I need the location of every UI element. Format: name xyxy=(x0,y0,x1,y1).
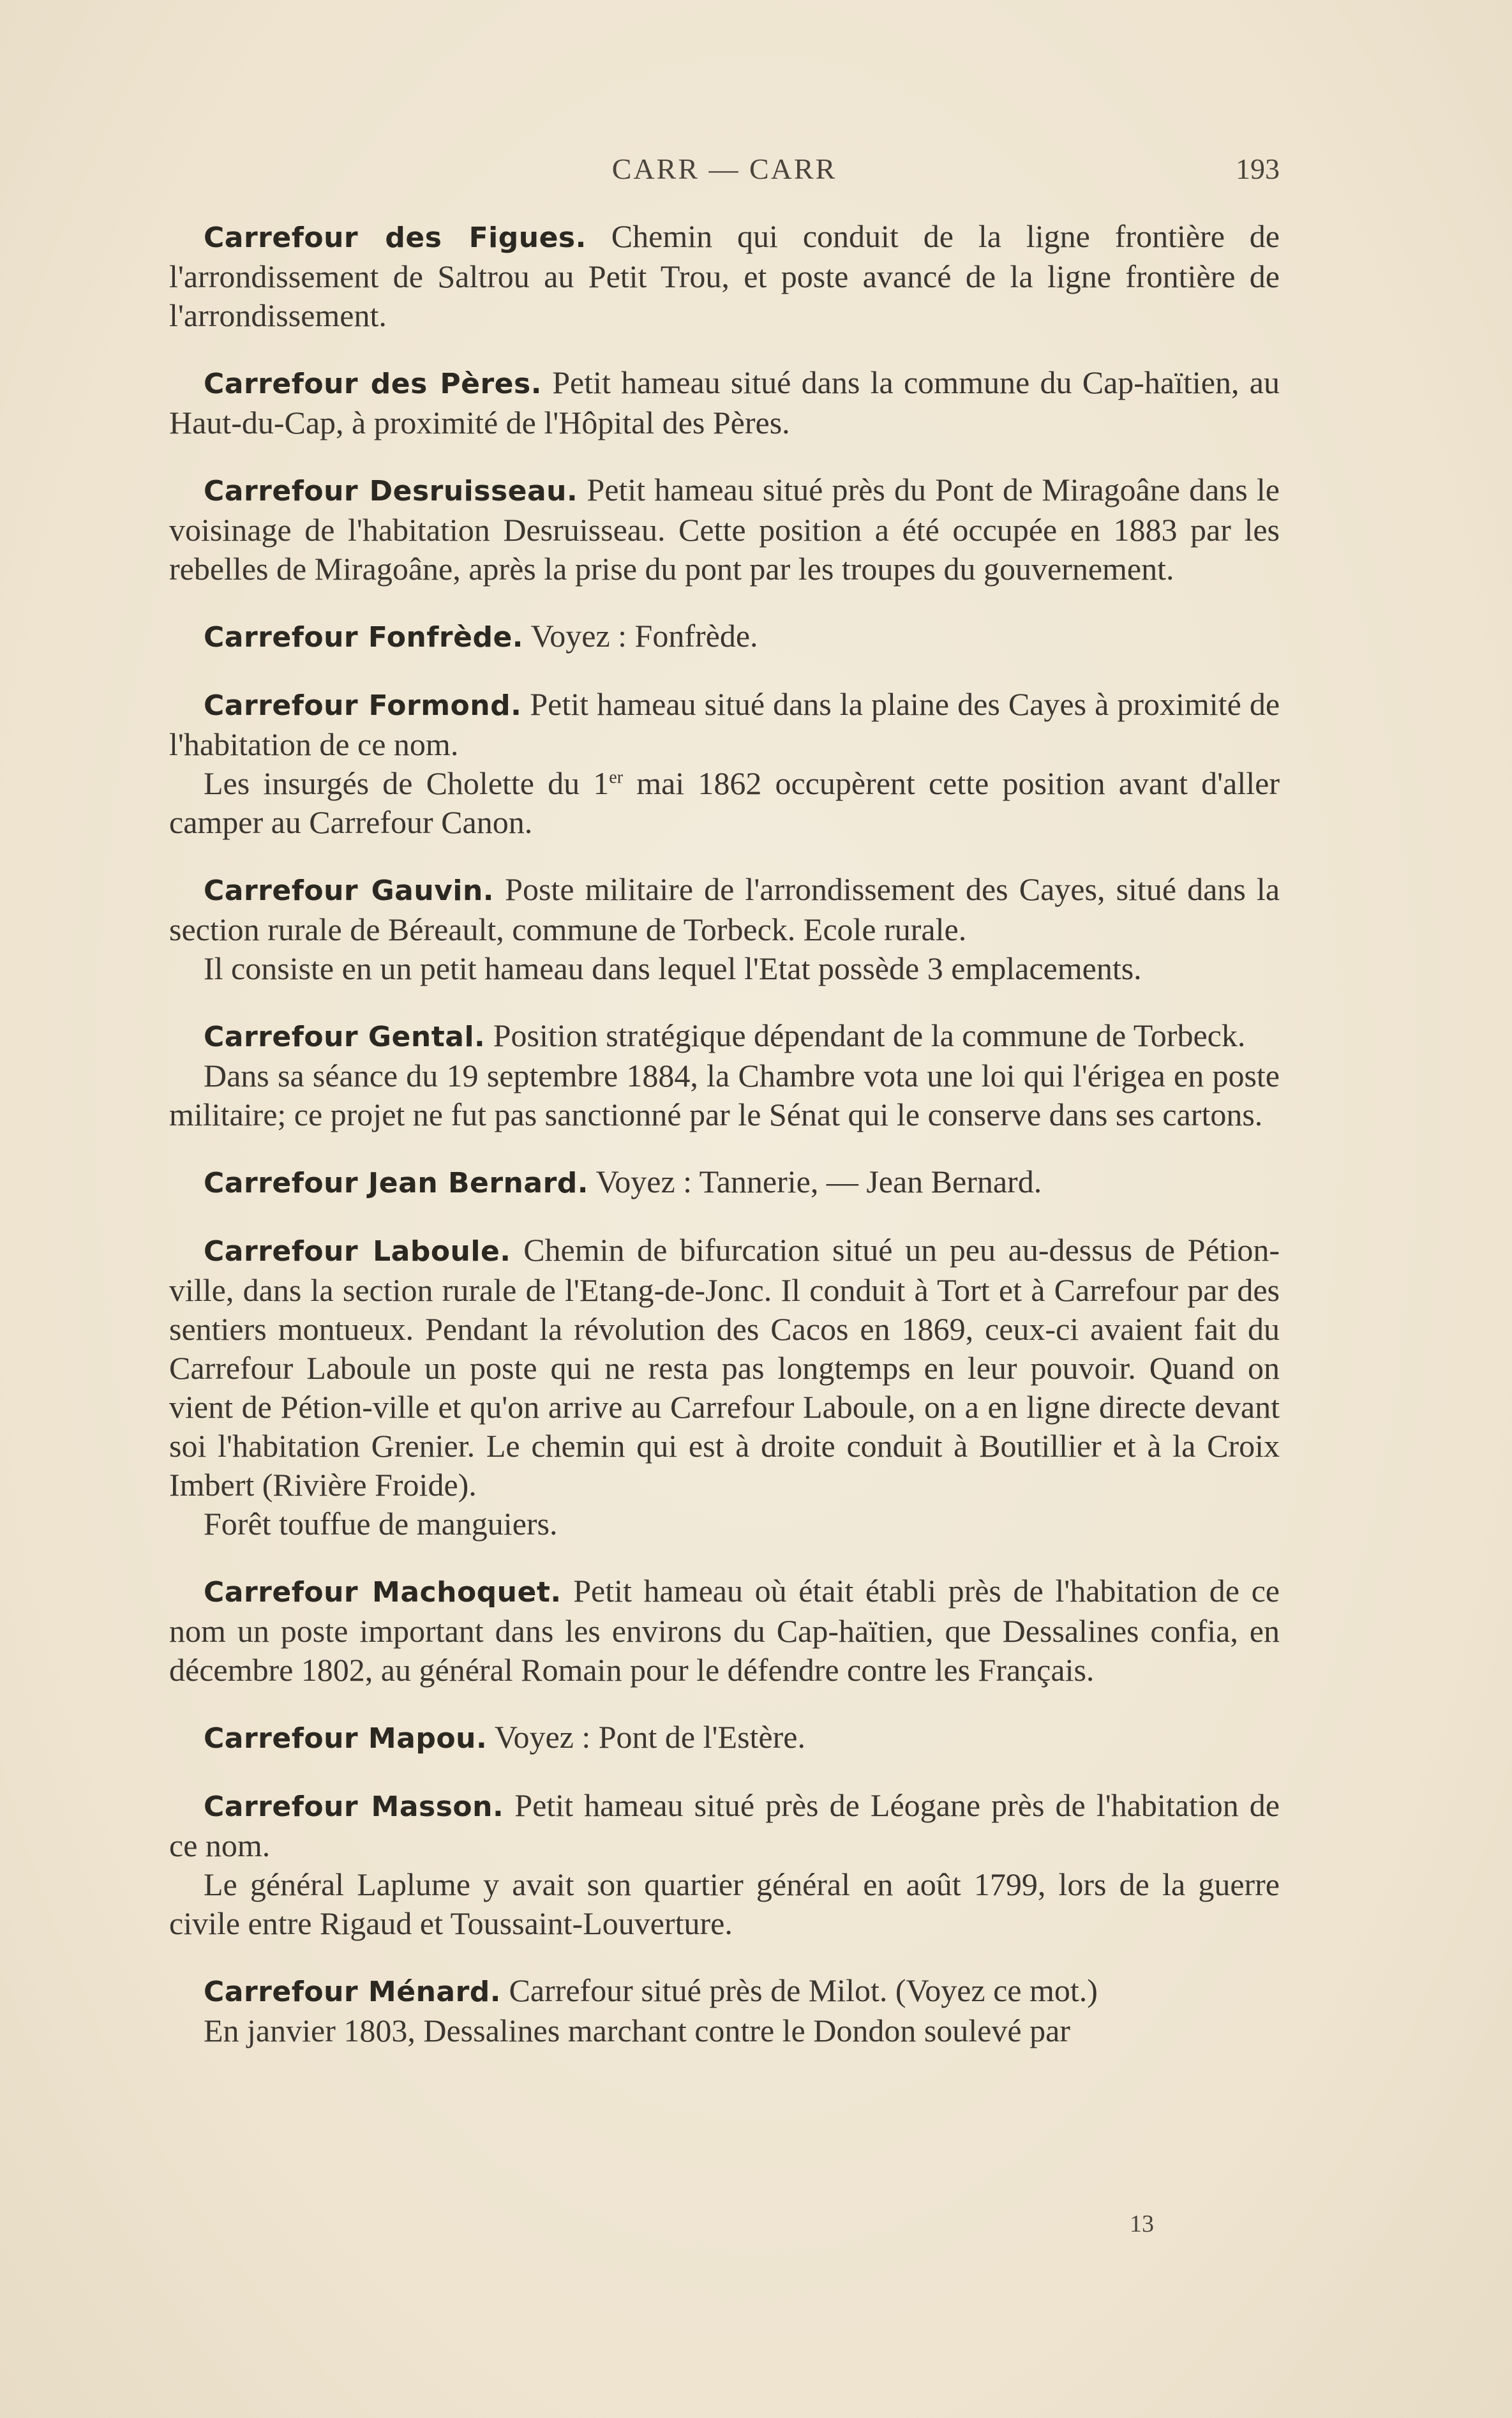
entry-term: Carrefour Laboule. xyxy=(204,1235,511,1268)
entry-paragraph xyxy=(169,1718,1280,1758)
page-header xyxy=(169,152,1280,197)
entry-carrefour-gental xyxy=(169,1016,1280,1134)
entry-text: En janvier 1803, Dessalines marchant contre le Dondon soulevé par xyxy=(204,2013,1070,2048)
page-number: 193 xyxy=(1236,153,1280,185)
entry-text: Il consiste en un petit hameau dans lequel l'Etat possède 3 emplacements. xyxy=(204,950,1142,986)
entry-carrefour-machoquet xyxy=(169,1572,1280,1690)
entry-term: Carrefour Desruisseau. xyxy=(204,475,578,507)
entry-term: Carrefour Jean Bernard. xyxy=(204,1167,588,1199)
entry-text: Carrefour situé près de Milot. (Voyez ce mot.) xyxy=(509,1972,1098,2008)
entry-term: Carrefour Masson. xyxy=(204,1791,504,1823)
entry-term: Carrefour Machoquet. xyxy=(204,1576,562,1609)
entry-paragraph xyxy=(169,949,1280,988)
entry-term: Carrefour Gental. xyxy=(204,1021,486,1053)
entry-paragraph xyxy=(169,217,1280,335)
entry-carrefour-formond xyxy=(169,685,1280,842)
entry-carrefour-fonfrede xyxy=(169,617,1280,657)
entry-paragraph xyxy=(169,1971,1280,2011)
entry-paragraph xyxy=(169,1572,1280,1690)
entry-paragraph xyxy=(169,2011,1280,2050)
entry-carrefour-masson xyxy=(169,1786,1280,1943)
entry-text: Chemin de bifurcation situé un peu au-dessus de Pétion-ville, dans la section rurale de l'Etang-de-Jonc. Il conduit à Tort et à Carrefour par des sentiers montueux. Pendant la révolution des Cacos en 1869, ceux-ci avaient fait du Carrefour Laboule un poste qui ne resta pas longtemps en leur pouvoir. Quand on vient de Pétion-ville et qu'on arrive au Carrefour Laboule, on a en ligne directe devant soi l'habitation Grenier. Le chemin qui est à droite conduit à Boutillier et à la Croix Imbert (Rivière Froide). xyxy=(169,1232,1280,1503)
entry-text: Le général Laplume y avait son quartier général en août 1799, lors de la guerre civile entre Rigaud et Toussaint-Louverture. xyxy=(169,1866,1280,1941)
entry-term: Carrefour Fonfrède. xyxy=(204,621,523,654)
entry-text: Dans sa séance du 19 septembre 1884, la Chambre vota une loi qui l'érigea en poste militaire; ce projet ne fut pas sanctionné par le Sénat qui le conserve dans ses cartons. xyxy=(169,1058,1280,1132)
entry-term: Carrefour Gauvin. xyxy=(204,875,495,907)
entry-carrefour-jean-bernard xyxy=(169,1162,1280,1203)
entry-paragraph xyxy=(169,1162,1280,1203)
running-head: CARR — CARR xyxy=(611,153,837,185)
main-text xyxy=(169,217,1280,2078)
entry-paragraph xyxy=(169,764,1280,842)
entry-paragraph xyxy=(169,1786,1280,1865)
entry-paragraph xyxy=(169,1016,1280,1056)
entry-term: Carrefour Ménard. xyxy=(204,1976,501,2008)
entry-paragraph xyxy=(169,1056,1280,1134)
entry-paragraph xyxy=(169,363,1280,442)
entry-text: Petit hameau situé dans la plaine des Cayes à proximité de l'habitation de ce nom. xyxy=(169,686,1280,762)
entry-text: Petit hameau situé près du Pont de Miragoâne dans le voisinage de l'habitation Desruisseau. Cette position a été occupée en 1883 par les rebelles de Miragoâne, après la prise du pont par les troupes du gouvernement. xyxy=(169,472,1280,587)
entry-text: Petit hameau situé dans la commune du Cap-haïtien, au Haut-du-Cap, à proximité de l'Hôpital des Pères. xyxy=(169,364,1280,440)
entry-paragraph xyxy=(169,1865,1280,1943)
entry-paragraph xyxy=(169,470,1280,589)
entry-carrefour-mapou xyxy=(169,1718,1280,1758)
entry-text: Voyez : Tannerie, — Jean Bernard. xyxy=(595,1164,1042,1199)
entry-text: Les insurgés de Cholette du xyxy=(204,765,594,801)
entry-term: Carrefour Mapou. xyxy=(204,1722,488,1755)
entry-text: Petit hameau situé près de Léogane près de l'habitation de ce nom. xyxy=(169,1787,1280,1863)
entry-text: Petit hameau où était établi près de l'habitation de ce nom un poste important dans les environs du Cap-haïtien, que Dessalines confia, en décembre 1802, au général Romain pour le défendre contre les Français. xyxy=(169,1573,1280,1688)
entry-paragraph xyxy=(169,1505,1280,1543)
entry-carrefour-des-peres xyxy=(169,363,1280,442)
entry-paragraph xyxy=(169,1231,1280,1505)
entry-text: Poste militaire de l'arrondissement des Cayes, situé dans la section rurale de Béreault, commune de Torbeck. Ecole rurale. xyxy=(169,871,1280,947)
entry-paragraph xyxy=(169,870,1280,949)
entry-carrefour-gauvin xyxy=(169,870,1280,988)
entry-text: Position stratégique dépendant de la commune de Torbeck. xyxy=(493,1018,1246,1053)
entry-text: Voyez : Pont de l'Estère. xyxy=(494,1719,805,1755)
entry-paragraph xyxy=(169,617,1280,657)
entry-carrefour-menard xyxy=(169,1971,1280,2050)
entry-paragraph xyxy=(169,685,1280,764)
entry-text: Chemin qui conduit de la ligne frontière de l'arrondissement de Saltrou au Petit Trou, et poste avancé de la ligne frontière de l'arrondissement. xyxy=(169,218,1280,333)
entry-term: Carrefour des Pères. xyxy=(204,368,542,400)
entry-text: Voyez : Fonfrède. xyxy=(530,618,758,654)
entry-term: Carrefour des Figues. xyxy=(204,222,587,254)
entry-text: Forêt touffue de manguiers. xyxy=(204,1506,558,1542)
entry-carrefour-desruisseau xyxy=(169,470,1280,589)
superscript: er xyxy=(609,767,624,788)
entry-carrefour-laboule xyxy=(169,1231,1280,1543)
entry-carrefour-des-figues xyxy=(169,217,1280,335)
entry-text: mai 1862 occupèrent cette position avant d'aller camper au Carrefour Canon. xyxy=(169,765,1280,840)
entry-term: Carrefour Formond. xyxy=(204,689,522,722)
printer-signature-mark: 13 xyxy=(1130,2211,1154,2237)
entry-text: 1 xyxy=(593,765,610,801)
